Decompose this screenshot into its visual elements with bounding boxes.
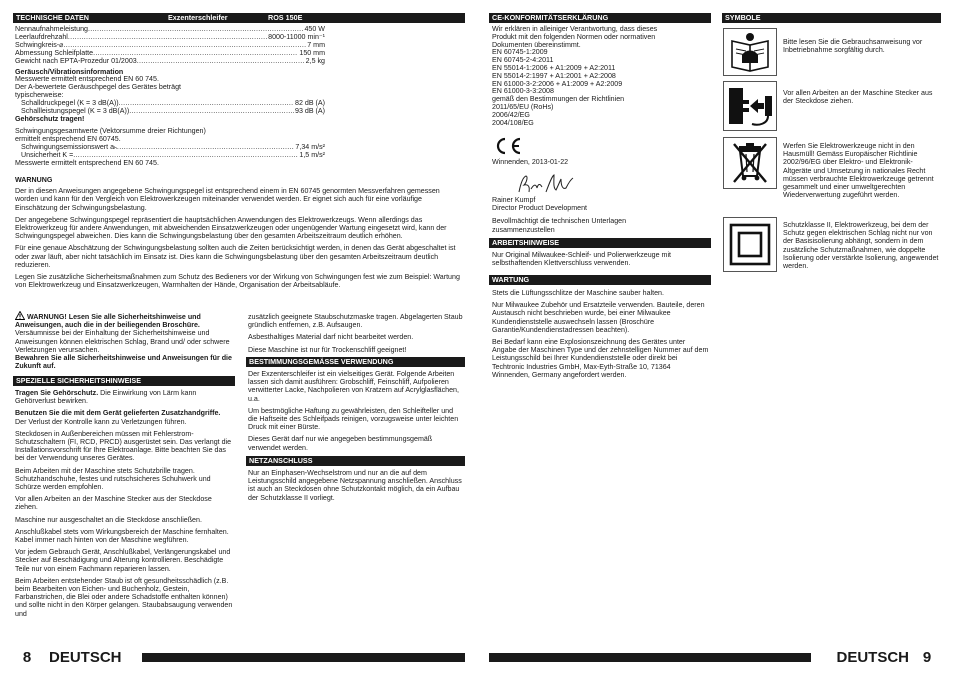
ce-line: EN 60745-2-4:2011: [492, 56, 554, 65]
ce-mark-icon: [493, 136, 523, 156]
work-instructions-header: ARBEITSHINWEISE: [489, 238, 711, 248]
footer-bar-right: [489, 653, 811, 662]
tech-data-type: Exzenterschleifer: [168, 13, 228, 22]
ce-header: CE-KONFORMITÄTSERKLÄRUNG: [489, 13, 711, 23]
protection-class-ii-icon: [723, 217, 777, 272]
signature-icon: [516, 172, 576, 196]
vibration-warning-block: [15, 176, 463, 293]
ce-line: EN 60745-1:2009: [492, 48, 548, 57]
spec-row: Schalldruckpegel (K = 3 dB(A)) ..... 82 dB (A): [15, 100, 325, 108]
safety-paragraph: Maschine nur ausgeschaltet an die Steckdose anschließen.: [15, 515, 202, 524]
general-warning: [15, 311, 233, 374]
tech-spec-table: [15, 26, 325, 167]
mains-connection-body: [248, 469, 464, 506]
footer-bar-left: [142, 653, 465, 662]
safety-paragraph: Diese Maschine ist nur für Trockenschliff geeignet!: [248, 345, 407, 354]
read-manual-icon: [723, 28, 777, 76]
spec-row: Schwingungsemissionswert aₕ ..... 7,34 m/s²: [15, 144, 325, 152]
page-number-right: 9: [922, 648, 932, 666]
spec-row: Nennaufnahmeleistung ..... 450 W: [15, 26, 325, 34]
ce-declaration: [492, 26, 710, 127]
tech-data-title: TECHNISCHE DATEN: [16, 13, 89, 22]
right-footer: [813, 648, 941, 666]
symbol-text: Werfen Sie Elektrowerkzeuge nicht in den Hausmüll! Gemäss Europäischer Richtlinie 2002/96/EG über Elektro- und Elektronik-Altgeräte und Umsetzung in nationales Recht müssen verbrauchte Elektrowerkzeuge getrennt gesammelt und einer umweltgerechten Wiederverwertung zugeführt werden.: [783, 142, 934, 200]
ce-line: 2011/65/EU (RoHs): [492, 102, 554, 111]
ce-line: Dokumenten übereinstimmt.: [492, 40, 581, 49]
maintenance-paragraph: Stets die Lüftungsschlitze der Maschine sauber halten.: [492, 289, 664, 297]
special-safety-header: SPEZIELLE SICHERHEITSHINWEISE: [13, 376, 235, 386]
maintenance-header: WARTUNG: [489, 275, 711, 285]
warning-bold: WARNUNG! Lesen Sie alle Sicherheitshinweise und Anweisungen, auch die in der beiliegenden Broschüre.: [15, 313, 201, 330]
spec-row: Schallleistungspegel (K = 3 dB(A)) ..... 93 dB (A): [15, 108, 325, 116]
warning-rest: Versäumnisse bei der Einhaltung der Sicherheitshinweise und Anweisungen können elektrischen Schlag, Brand und/ oder schwere Verletzungen verursachen.: [15, 329, 230, 354]
signer-name: Rainer Kumpf: [492, 196, 536, 204]
warning-triangle-icon: [15, 311, 25, 320]
use-paragraph: Um bestmögliche Haftung zu gewährleisten, den Schleifteller und die Haftseite des Schleifpads reinigen, vorzugsweise unter leichten Druck mit einer Bürste.: [248, 406, 459, 432]
ear-protection-note: Gehörschutz tragen!: [15, 114, 85, 123]
spec-row: Abmessung Schleifplatte ..... 150 mm: [15, 50, 325, 58]
symbols-header: SYMBOLE: [722, 13, 941, 23]
safety-paragraph: Beim Arbeiten entstehender Staub ist oft gesundheitsschädlich (z.B. beim Bearbeiten von Eichen- und Buchenholz, Gestein, Farbanstrichen, die Blei oder andere Schadstoffe enthalten können) und sollte nicht in den Körper gelangen. Staubabsaugung verwenden und: [15, 576, 233, 618]
intended-use-header: BESTIMMUNGSGEMÄSSE VERWENDUNG: [246, 357, 465, 367]
language-label-right: DEUTSCH: [836, 648, 909, 666]
noise-line: typischerweise:: [15, 91, 64, 100]
mains-connection-header: NETZANSCHLUSS: [246, 456, 465, 466]
ce-line: 2006/42/EG: [492, 110, 530, 119]
safety-paragraph: zusätzlich geeignete Staubschutzmaske tragen. Abgelagerten Staub gründlich entfernen, z.B. Aufsaugen.: [248, 313, 463, 330]
safety-paragraph: Asbesthaltiges Material darf nicht bearbeitet werden.: [248, 333, 414, 342]
ce-line: EN 55014-2:1997 + A1:2001 + A2:2008: [492, 71, 616, 80]
warning-paragraph: Für eine genaue Abschätzung der Schwingungsbelastung sollten auch die Zeiten berücksichtigt werden, in denen das Gerät abgeschaltet ist oder zwar läuft, aber nicht tatsächlich im Einsatz ist. Dies kann die Schwingungsbelastung über den gesamten Arbeitszeitraum deutlich reduzieren.: [15, 244, 456, 269]
authorized-line: zusammenzustellen: [492, 225, 555, 234]
handles-bold: Benutzen Sie die mit dem Gerät gelieferten Zusatzhandgriffe.: [15, 409, 221, 418]
language-label-left: DEUTSCH: [49, 648, 122, 666]
safety-paragraph: Beim Arbeiten mit der Maschine stets Schutzbrille tragen. Schutzhandschuhe, festes und rutschsicheres Schuhwerk und Schürze werden empfohlen.: [15, 466, 211, 492]
safety-paragraph: Vor jedem Gebrauch Gerät, Anschlußkabel, Verlängerungskabel und Stecker auf Beschädigung und Alterung kontrollieren. Beschädigte Teile nur von einem Fachmann reparieren lassen.: [15, 548, 231, 573]
safety-paragraph: Steckdosen in Außenbereichen müssen mit Fehlerstrom-Schutzschaltern (FI, RCD, PRCD) ausgerüstet sein. Das verlangt die Installationsvorschrift für Ihre Elektroanlage. Bitte beachten Sie das bei der Verwendung unseres Gerätes.: [15, 429, 232, 463]
safety-continued: [248, 313, 464, 358]
place-date: Winnenden, 2013-01-22: [492, 158, 569, 166]
weee-bin-icon: [723, 137, 777, 189]
warning-paragraph: Der in diesen Anweisungen angegebene Schwingungspegel ist entsprechend einem in EN 60745 genormten Messverfahren gemessen worden und kann für den Vergleich von Elektrowerkzeugen miteinander verwendet werden. Er eignet sich auch für eine vorläufige Einschätzung der Schwingungsbelastung.: [15, 187, 440, 212]
maintenance-body: [492, 289, 710, 383]
work-instructions-body: [492, 251, 710, 271]
symbol-text: Bitte lesen Sie die Gebrauchsanweisung vor Inbetriebnahme sorgfältig durch.: [783, 38, 923, 55]
tech-data-model: ROS 150E: [268, 13, 303, 22]
handles-rest: Der Verlust der Kontrolle kann zu Verletzungen führen.: [15, 417, 187, 426]
ce-line: Produkt mit den folgenden Normen oder normativen: [492, 32, 656, 41]
unplug-icon: [723, 81, 777, 131]
warning-title: WARNUNG: [15, 176, 53, 184]
ear-bold: Tragen Sie Gehörschutz.: [15, 389, 99, 397]
authorized-line: Bevollmächtigt die technischen Unterlagen: [492, 217, 627, 226]
spec-row: Leerlaufdrehzahl ..... 8000-11000 min⁻¹: [15, 34, 325, 42]
ce-line: EN 61000-3-2:2006 + A1:2009 + A2:2009: [492, 79, 623, 88]
work-paragraph: Nur Original Milwaukee-Schleif- und Polierwerkzeuge mit selbsthaftenden Klettverschluss verwenden.: [492, 251, 671, 268]
ce-line: Wir erklären in alleiniger Verantwortung, dass dieses: [492, 25, 658, 33]
spec-row: Gewicht nach EPTA-Prozedur 01/2003 ..... 2,5 kg: [15, 58, 325, 66]
page-number-left: 8: [22, 648, 32, 666]
signer-title: Director Product Development: [492, 204, 588, 213]
warning-paragraph: Der angegebene Schwingungspegel repräsentiert die hauptsächlichen Anwendungen des Elektrowerkzeugs. Wenn allerdings das Elektrowerkzeug für andere Anwendungen, mit abweichenden Einsatzwerkzeugen oder ungenügender Wartung eingesetzt wird, kann der Schwingungspegel abweichen. Dies kann die Schwingungsbelastung über den gesamten Arbeitszeitraum deutlich erhöhen.: [15, 215, 447, 241]
noise-line: Messwerte ermittelt entsprechend EN 60 745.: [15, 75, 159, 84]
ce-line: EN 61000-3-3:2008: [492, 87, 554, 96]
vibration-line: ermittelt entsprechend EN 60745.: [15, 134, 121, 143]
ce-line: 2004/108/EG: [492, 118, 534, 127]
signer-block: [492, 196, 710, 234]
special-safety-body: [15, 389, 233, 622]
intended-use-body: [248, 370, 464, 456]
symbol-text: Vor allen Arbeiten an der Maschine Stecker aus der Steckdose ziehen.: [783, 89, 933, 106]
tech-data-header: [13, 13, 465, 23]
use-paragraph: Dieses Gerät darf nur wie angegeben bestimmungsgemäß verwendet werden.: [248, 435, 433, 452]
ear-rest: Die Einwirkung von Lärm kann Gehörverlust bewirken.: [15, 389, 197, 406]
spec-row: Schwingkreis-⌀ ..... 7 mm: [15, 42, 325, 50]
noise-title: Geräusch/Vibrationsinformation: [15, 67, 124, 76]
maintenance-paragraph: Nur Milwaukee Zubehör und Ersatzteile verwenden. Bauteile, deren Austausch nicht beschrieben wurde, bei einer Milwaukee Kundendienststelle auswechseln lassen (Broschüre Garantie/Kundendienstadressen beachten).: [492, 301, 705, 334]
spec-row: Unsicherheit K = ..... 1,5 m/s²: [15, 152, 325, 160]
warning-paragraph: Legen Sie zusätzliche Sicherheitsmaßnahmen zum Schutz des Bedieners vor der Wirkung von Schwingungen fest wie zum Beispiel: Wartung von Elektrowerkzeug und Einsatzwerkzeugen, Warmhalten der Hände, Organisation der Arbeitsabläufe.: [15, 273, 460, 290]
keep-instructions: Bewahren Sie alle Sicherheitshinweise und Anweisungen für die Zukunft auf.: [15, 354, 232, 371]
ce-line: EN 55014-1:2006 + A1:2009 + A2:2011: [492, 63, 616, 72]
safety-paragraph: Vor allen Arbeiten an der Maschine Stecker aus der Steckdose ziehen.: [15, 495, 212, 512]
vibration-line: Schwingungsgesamtwerte (Vektorsumme dreier Richtungen): [15, 126, 206, 135]
symbol-text: Schutzklasse II, Elektrowerkzeug, bei dem der Schutz gegen elektrischen Schlag nicht nur von der Basisisolierung abhängt, sondern in dem zusätzliche Schutzmaßnahmen, wie doppelte Isolierung oder verstärkte Isolierung, angewendet werden.: [783, 221, 939, 271]
vibration-line: Messwerte ermittelt entsprechend EN 60 745.: [15, 158, 159, 167]
ce-line: gemäß den Bestimmungen der Richtlinien: [492, 95, 625, 104]
safety-paragraph: Anschlußkabel stets vom Wirkungsbereich der Maschine fernhalten. Kabel immer nach hinten von der Maschine wegführen.: [15, 527, 229, 545]
noise-line: Der A-bewertete Geräuschpegel des Gerätes beträgt: [15, 83, 182, 92]
maintenance-paragraph: Bei Bedarf kann eine Explosionszeichnung des Gerätes unter Angabe der Maschinen Type und der zehnstelligen Nummer auf dem Leistungsschild bei Ihrer Kundendienststelle oder direkt bei Techtronic Industries GmbH, Max-Eyth-Straße 10, 71364 Winnenden, Germany angefordert werden.: [492, 338, 709, 379]
net-paragraph: Nur an Einphasen-Wechselstrom und nur an die auf dem Leistungsschild angegebene Netzspannung anschließen. Anschluss ist auch an Steckdosen ohne Schutzkontakt möglich, da ein Aufbau der Schutzklasse II vorliegt.: [248, 469, 462, 502]
use-paragraph: Der Exzenterschleifer ist ein vielseitiges Gerät. Folgende Arbeiten lassen sich damit ausführen: Grobschliff, Feinschliff, Aufpolieren verwitterter Lacke, Nachpolieren von Kratzern auf Acrylglasflächen, u.a.: [248, 370, 459, 403]
